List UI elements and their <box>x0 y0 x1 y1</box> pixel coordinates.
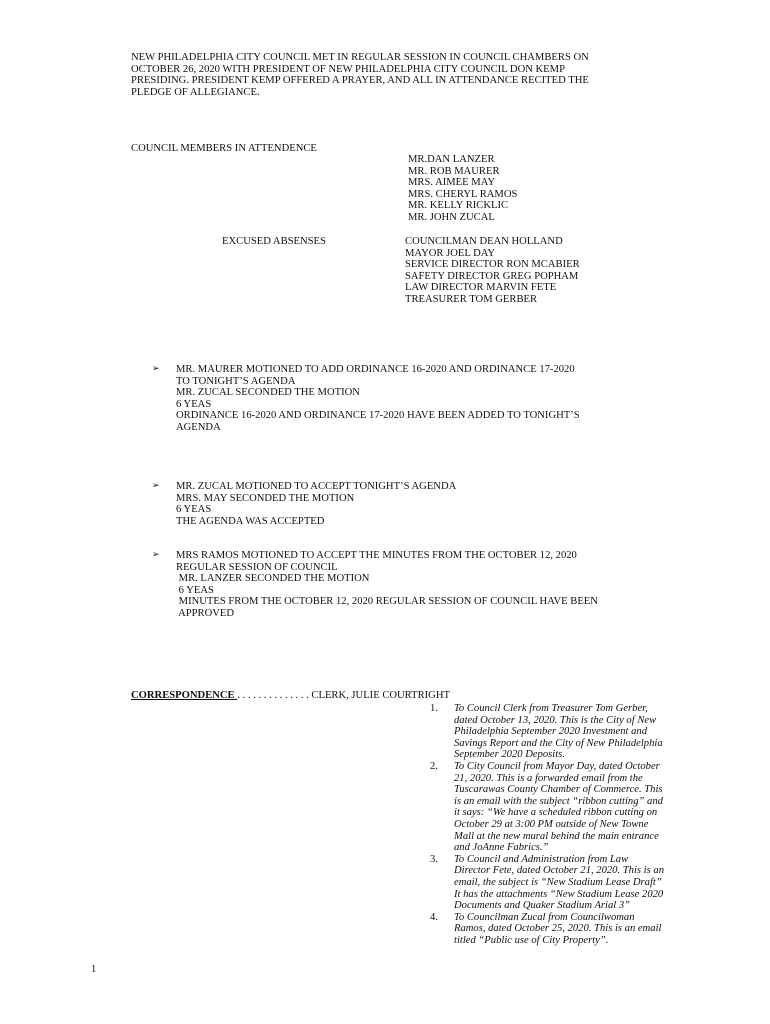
clerk-name: CLERK, JULIE COURTRIGHT <box>311 690 450 701</box>
item-line: Director Fete, dated October 21, 2020. This is an <box>454 865 664 877</box>
motion-line: MR. ZUCAL SECONDED THE MOTION <box>176 387 360 399</box>
motion-line: THE AGENDA WAS ACCEPTED <box>176 515 325 527</box>
item-line: and JoAnne Fabrics.” <box>454 842 549 854</box>
motion-line: MR. LANZER SECONDED THE MOTION <box>176 573 370 585</box>
absent-name: COUNCILMAN DEAN HOLLAND <box>405 236 563 247</box>
attendee-name: MR. ROB MAURER <box>408 165 500 177</box>
correspondence-item <box>425 912 715 947</box>
item-line: Tuscarawas County Chamber of Commerce. This <box>454 784 663 796</box>
correspondence-title: CORRESPONDENCE <box>131 690 238 701</box>
page-number: 1 <box>91 964 97 975</box>
correspondence-header <box>131 690 450 702</box>
correspondence-list <box>425 703 715 946</box>
attendee-name: MRS. AIMEE MAY <box>408 177 496 189</box>
absent-name: MAYOR JOEL DAY <box>405 247 496 259</box>
item-number: 3. <box>430 853 438 865</box>
attendee-name: MR. KELLY RICKLIC <box>408 200 509 212</box>
absent-name: SERVICE DIRECTOR RON MCABIER <box>405 259 580 271</box>
item-line: Ramos, dated October 25, 2020. This is an email <box>454 923 662 935</box>
motion-line: MRS. MAY SECONDED THE MOTION <box>176 492 355 504</box>
absent-name: TREASURER TOM GERBER <box>405 293 538 305</box>
item-line: email, the subject is “New Stadium Lease Draft” <box>454 876 662 888</box>
motion-line: 6 YEAS <box>176 398 212 410</box>
intro-line: NEW PHILADELPHIA CITY COUNCIL MET IN REGULAR SESSION IN COUNCIL CHAMBERS ON <box>131 52 589 63</box>
item-line: October 29 at 3:00 PM outside of New Towne <box>454 818 649 830</box>
correspondence-item <box>425 854 715 912</box>
motion-line: APPROVED <box>176 607 234 619</box>
item-line: September 2020 Deposits. <box>454 749 565 761</box>
motion-line: ORDINANCE 16-2020 AND ORDINANCE 17-2020 HAVE BEEN ADDED TO TONIGHT’S <box>176 410 580 422</box>
motion-line: MR. MAURER MOTIONED TO ADD ORDINANCE 16-2020 AND ORDINANCE 17-2020 <box>176 364 575 375</box>
meeting-intro <box>131 52 691 98</box>
motion-line: MR. ZUCAL MOTIONED TO ACCEPT TONIGHT’S AGENDA <box>176 481 457 492</box>
motion-line: MINUTES FROM THE OCTOBER 12, 2020 REGULAR SESSION OF COUNCIL HAVE BEEN <box>176 596 598 608</box>
item-line: Documents and Quaker Stadium Arial 3” <box>454 900 631 912</box>
motion-line: 6 YEAS <box>176 584 214 596</box>
arrow-bullet-icon: ➢ <box>152 481 160 491</box>
intro-line: OCTOBER 26, 2020 WITH PRESIDENT OF NEW PHILADELPHIA CITY COUNCIL DON KEMP <box>131 63 565 75</box>
motion-line: AGENDA <box>176 421 221 433</box>
attendee-name: MR. JOHN ZUCAL <box>408 211 495 223</box>
intro-line: PRESIDING. PRESIDENT KEMP OFFERED A PRAYER, AND ALL IN ATTENDANCE RECITED THE <box>131 75 589 87</box>
item-line: 21, 2020. This is a forwarded email from the <box>454 772 643 784</box>
item-line: titled “Public use of City Property”. <box>454 934 609 946</box>
dot-leader: . . . . . . . . . . . . . . <box>237 690 312 701</box>
item-line: Mall at the new mural behind the main entrance <box>454 830 659 842</box>
attendee-name: MRS. CHERYL RAMOS <box>408 188 518 200</box>
motion-line: 6 YEAS <box>176 504 212 516</box>
intro-line: PLEDGE OF ALLEGIANCE. <box>131 86 260 98</box>
item-number: 4. <box>430 911 438 923</box>
absent-name: SAFETY DIRECTOR GREG POPHAM <box>405 270 579 282</box>
motion-line: MRS RAMOS MOTIONED TO ACCEPT THE MINUTES FROM THE OCTOBER 12, 2020 <box>176 550 577 561</box>
item-line: To City Council from Mayor Day, dated October <box>454 760 660 772</box>
item-number: 2. <box>430 760 438 772</box>
item-number: 1. <box>430 703 438 714</box>
correspondence-item <box>425 703 715 761</box>
motion-line: REGULAR SESSION OF COUNCIL <box>176 561 338 573</box>
absent-name: LAW DIRECTOR MARVIN FETE <box>405 282 557 294</box>
attendance-label: COUNCIL MEMBERS IN ATTENDENCE <box>131 143 317 154</box>
item-line: To Council and Administration from Law <box>454 853 629 865</box>
arrow-bullet-icon: ➢ <box>152 364 160 374</box>
item-line: dated October 13, 2020. This is the City of New <box>454 714 657 726</box>
arrow-bullet-icon: ➢ <box>152 550 160 560</box>
item-line: Savings Report and the City of New Philadelphia <box>454 737 663 749</box>
attendee-name: MR.DAN LANZER <box>408 154 495 165</box>
item-line: It has the attachments “New Stadium Lease 2020 <box>454 888 664 900</box>
correspondence-item <box>425 761 715 854</box>
absences-label: EXCUSED ABSENSES <box>222 236 326 247</box>
item-line: Philadelphia September 2020 Investment and <box>454 726 647 738</box>
item-line: To Council Clerk from Treasurer Tom Gerber, <box>454 703 648 714</box>
item-line: is an email with the subject “ribbon cutting” and <box>454 795 663 807</box>
item-line: To Councilman Zucal from Councilwoman <box>454 911 635 923</box>
absences-list <box>405 236 580 306</box>
motion-line: TO TONIGHT’S AGENDA <box>176 375 296 387</box>
item-line: it says: “We have a scheduled ribbon cutting on <box>454 807 658 819</box>
attendance-list <box>408 154 517 224</box>
